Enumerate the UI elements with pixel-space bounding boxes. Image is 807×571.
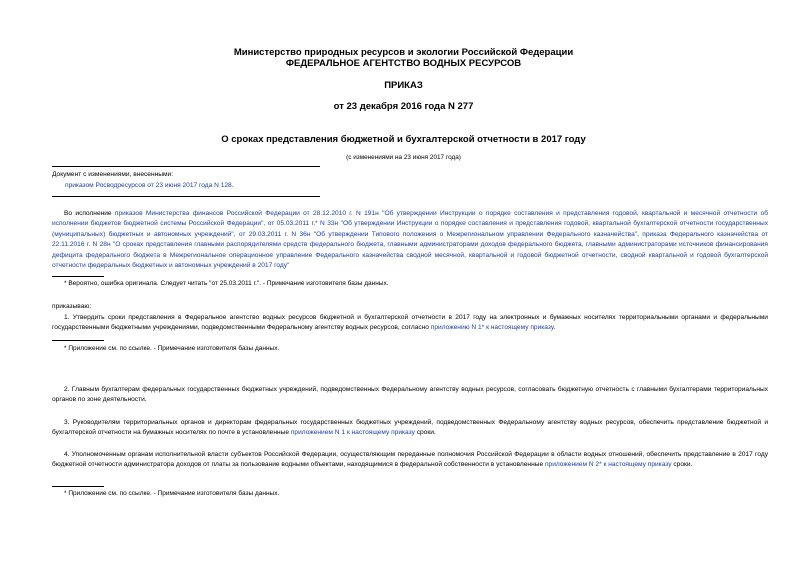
changes-label: Документ с изменениями, внесенными: bbox=[52, 171, 174, 178]
appendix-2-link[interactable]: приложением N 2* к настоящему приказу bbox=[544, 461, 672, 469]
paragraph-3-tail: сроки. bbox=[414, 429, 436, 437]
document-type: ПРИКАЗ bbox=[384, 80, 423, 91]
paragraph-4-tail: сроки. bbox=[671, 461, 693, 469]
footnote-rule-1 bbox=[52, 276, 104, 277]
footnote-2: * Приложение см. по ссылке. - Примечание изготовителя базы данных. bbox=[64, 345, 280, 352]
paragraph-4 bbox=[52, 450, 768, 471]
document-date: от 23 декабря 2016 года N 277 bbox=[333, 101, 474, 112]
appendix-1-link[interactable]: приложению N 1* к настоящему приказу bbox=[430, 324, 554, 332]
paragraph-4-text: 4. Уполномоченным органам исполнительной власти субъектов Российской Федерации, осуществляющим переданные полномочия Российской Федерации в области водных отношений, обеспечить представление в 2017 году бюджетной отчетности администратора доходов от платы за пользование водными объектами, находящимися в федеральной собственности в установленные bbox=[52, 451, 768, 469]
paragraph-3 bbox=[52, 418, 768, 439]
ministry-name: Министерство природных ресурсов и экологии Российской Федерации bbox=[233, 47, 574, 58]
footnote-3: * Приложение см. по ссылке. - Примечание изготовителя базы данных. bbox=[64, 490, 280, 497]
footnote-rule-3 bbox=[52, 486, 104, 487]
changes-box-bottom-rule bbox=[52, 196, 320, 197]
changes-box-top-rule bbox=[52, 166, 320, 167]
paragraph-1 bbox=[52, 313, 768, 334]
paragraph-1-text: 1. Утвердить сроки представления в Федеральное агентство водных ресурсов бюджетной и бухгалтерской отчетности в 2017 году на электронных и бумажных носителях территориальными органами и федеральными государственными бюджетными учреждениями, подведомственными Федеральному агентству водных ресурсов, согласно bbox=[52, 314, 768, 332]
agency-name: ФЕДЕРАЛЬНОЕ АГЕНТСТВО ВОДНЫХ РЕСУРСОВ bbox=[285, 58, 522, 69]
changes-link[interactable]: приказом Росводресурсов от 23 июня 2017 года N 128. bbox=[65, 182, 234, 189]
paragraph-2: 2. Главным бухгалтерам федеральных государственных бюджетных учреждений, подведомственных Федеральному агентству водных ресурсов, согласовать бюджетную отчетность с главными бухгалтерами территориальных органов по зоне деятельности. bbox=[52, 386, 768, 404]
appendix-1-link-2[interactable]: приложением N 1 к настоящему приказу bbox=[290, 429, 415, 437]
document-subtitle: (с изменениями на 23 июня 2017 года) bbox=[346, 154, 461, 161]
paragraph-3-text: 3. Руководителям территориальных органов и директорам федеральных государственных бюджетных учреждений, подведомственных Федеральному агентству водных ресурсов, обеспечить представление бюджетной и бухгалтерской отчетности на бумажных носителях по почте в установленные bbox=[52, 419, 768, 437]
orders-word: приказываю: bbox=[52, 303, 92, 310]
intro-paragraph bbox=[52, 209, 768, 271]
paragraph-1-tail: . bbox=[553, 324, 556, 332]
intro-lead: Во исполнение bbox=[64, 210, 115, 217]
footnote-rule-2 bbox=[52, 340, 104, 341]
document-title: О сроках представления бюджетной и бухгалтерской отчетности в 2017 году bbox=[221, 134, 586, 145]
footnote-1: * Вероятно, ошибка оригинала. Следует читать "от 25.03.2011 г.". - Примечание изготовителя базы данных. bbox=[64, 280, 389, 287]
intro-orders-link[interactable]: приказов Министерства финансов Российской Федерации от 28.12.2010 г. N 191н "Об утверждении Инструкции о порядке составления и представления годовой, квартальной и месячной отчетности об исполнении бюджетов бюджетной системы Российской Федерации", от 05.03.2011 г.* N 33н "Об утверждении Инструкции о порядке составления и представления годовой, квартальной бухгалтерской отчетности государственных (муниципальных) бюджетных и автономных учреждений", от 29.03.2011 г. N 36н "Об утверждении Типового положения о Межрегиональном управлении Федерального казначейства", приказа Федерального казначейства от 22.11.2016 г. N 28н "О сроках представления главными распорядителями средств федерального бюджета, главными администраторами доходов федерального бюджета, главными администраторами источников финансирования дефицита федерального бюджета в Межрегиональное операционное управление Федерального казначейства сводной месячной, квартальной и годовой бюджетной отчетности, сводной квартальной и годовой бухгалтерской отчетности федеральных бюджетных и автономных учреждений в 2017 году" bbox=[52, 210, 768, 270]
